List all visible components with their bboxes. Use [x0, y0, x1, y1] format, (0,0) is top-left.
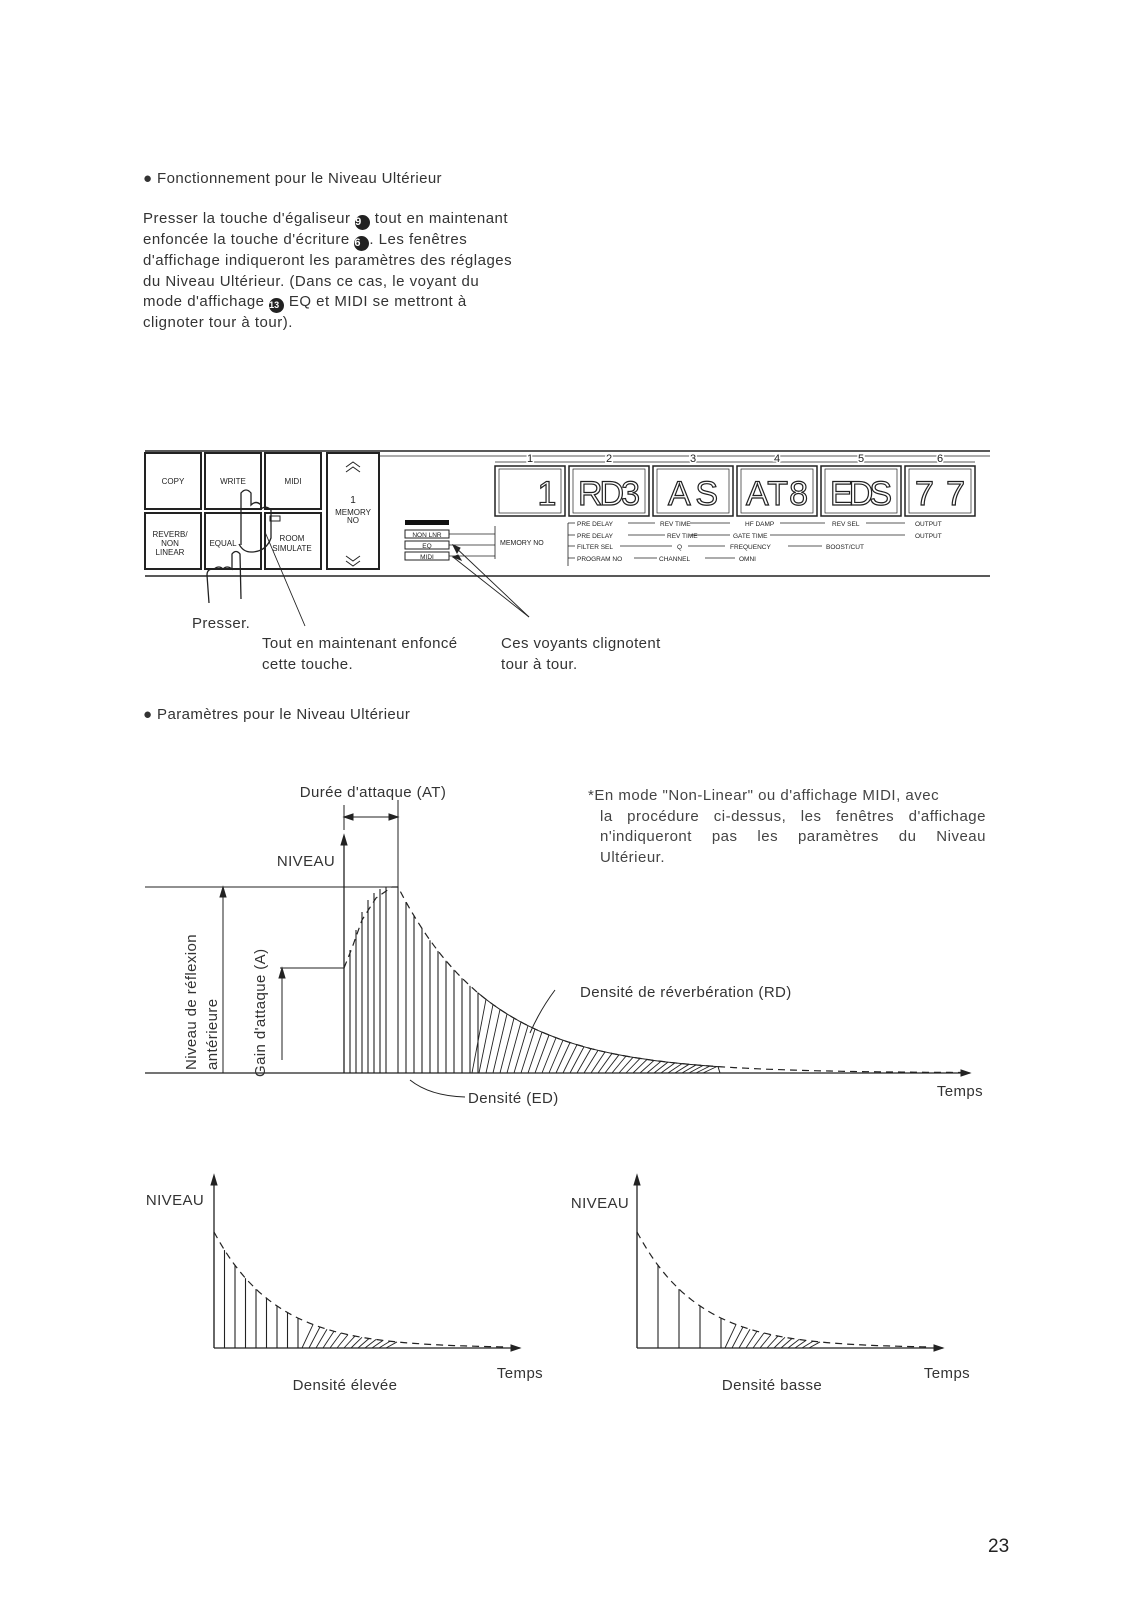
hatch-stroke — [626, 1058, 640, 1073]
section2-title — [143, 706, 410, 723]
row1-hf-damp: HF DAMP — [745, 521, 775, 528]
memory-label: MEMORY — [335, 508, 371, 517]
memory-number: 1 — [350, 495, 356, 506]
envelope-curve — [344, 887, 962, 1073]
small1-time-label: Temps — [496, 1365, 544, 1382]
row1-rev-sel: REV SEL — [832, 521, 860, 528]
hatch-stroke — [556, 1043, 570, 1073]
ref-6-badge: 6 — [354, 236, 369, 251]
ref-13-badge: 13 — [269, 298, 284, 313]
row1-pre-delay: PRE DELAY — [577, 521, 614, 528]
midi-label: MIDI — [284, 477, 302, 486]
indicator-bar — [405, 520, 449, 525]
hatch-stroke — [640, 1060, 654, 1073]
hatch-stroke — [696, 1066, 710, 1073]
hatch-stroke — [507, 1022, 521, 1073]
hatch-stroke — [703, 1067, 717, 1073]
row2-rev-time: REV TIME — [667, 533, 698, 540]
hatch-stroke — [668, 1064, 682, 1073]
hatch-stroke — [493, 1014, 507, 1073]
para-line-5: mode d'affichage 13 EQ et MIDI se mettront à — [143, 292, 538, 313]
attack-gain-label: Gain d'attaque (A) — [252, 948, 269, 1077]
small2-time-label: Temps — [923, 1365, 971, 1382]
window-number-1: 1 — [526, 453, 534, 465]
small2-level-label: NIVEAU — [570, 1195, 630, 1212]
row4-omni: OMNI — [739, 556, 756, 563]
reverb-label-1: REVERB/ — [152, 530, 188, 539]
graph-high-density — [211, 1175, 520, 1351]
note-line-2: la procédure ci-dessus, les fenêtres d'affichage — [600, 807, 986, 825]
section1-title-text: Fonctionnement pour le Niveau Ultérieur — [157, 170, 442, 187]
press-caption: Presser. — [192, 615, 251, 632]
hatch-stroke — [486, 1009, 500, 1073]
bullet: ● — [143, 706, 153, 723]
display-char-2: RD3 — [578, 475, 640, 513]
hold-caption-2: cette touche. — [262, 656, 354, 673]
copy-label: COPY — [161, 477, 185, 486]
hand-hold-icon — [239, 490, 271, 552]
blink-caption-1: Ces voyants clignotent — [501, 635, 661, 652]
time-axis-arrow — [961, 1070, 970, 1076]
page-number: 23 — [988, 1536, 1010, 1557]
hand-press-icon — [207, 552, 241, 604]
hatch-stroke — [549, 1040, 563, 1073]
hold-caption — [262, 633, 458, 675]
row3-boost-cut: BOOST/CUT — [826, 544, 864, 551]
hatch-stroke — [535, 1035, 549, 1073]
density-label: Densité (ED) — [468, 1090, 559, 1107]
reverb-label-3: LINEAR — [155, 548, 185, 557]
hatch-stroke — [570, 1047, 584, 1073]
hatch-stroke — [619, 1057, 633, 1073]
hatch-stroke — [514, 1026, 528, 1073]
room-label: ROOM — [279, 534, 305, 543]
note-line-4: Ultérieur. — [600, 848, 666, 866]
memory-no-text: MEMORY NO — [500, 540, 544, 547]
indicator-nonlnr-label: NON LNR — [412, 532, 442, 539]
row3-q: Q — [677, 544, 683, 551]
window-number-2: 2 — [605, 453, 613, 465]
bullet: ● — [143, 170, 153, 187]
main-time-label: Temps — [936, 1083, 983, 1100]
indicator-midi-label: MIDI — [420, 554, 434, 561]
row2-output: OUTPUT — [915, 533, 942, 540]
hold-caption-1: Tout en maintenant enfoncé — [262, 635, 458, 652]
simulate-label: SIMULATE — [272, 544, 312, 553]
note-line-3: n'indiqueront pas les paramètres du Niveau — [600, 828, 986, 845]
hatch-stroke — [675, 1064, 689, 1073]
blink-caption-2: tour à tour. — [501, 656, 578, 673]
note-line-1: *En mode "Non-Linear" ou d'affichage MIDI, avec — [588, 787, 940, 804]
row1-output: OUTPUT — [915, 521, 942, 528]
para-line-1: Presser la touche d'égaliseur 9 tout en maintenant — [143, 210, 509, 228]
prev-reflection-label-1: Niveau de réflexion — [183, 933, 200, 1070]
hatch-stroke — [682, 1065, 696, 1073]
display-char-3: AS — [668, 475, 718, 513]
hatch-stroke — [689, 1065, 703, 1073]
row2-pre-delay: PRE DELAY — [577, 533, 614, 540]
hatch-stroke — [647, 1061, 661, 1073]
para-line-6: clignoter tour à tour). — [143, 314, 293, 331]
attack-time-label: Durée d'attaque (AT) — [299, 784, 447, 801]
window-number-3: 3 — [689, 453, 697, 465]
row4-channel: CHANNEL — [659, 556, 691, 563]
hatch-stroke — [584, 1050, 598, 1073]
hatch-stroke — [528, 1032, 542, 1073]
hatch-stroke — [577, 1049, 591, 1073]
window-number-4: 4 — [773, 453, 781, 465]
hatch-stroke — [472, 999, 486, 1073]
row2-gate-time: GATE TIME — [733, 533, 768, 540]
hatch-stroke — [500, 1018, 514, 1073]
hatch-stroke — [612, 1056, 626, 1073]
indicator-eq-label: EQ — [422, 543, 432, 550]
reverb-label-2: NON — [161, 539, 179, 548]
main-level-label: NIVEAU — [276, 853, 336, 870]
display-char-1: 1 — [537, 475, 557, 513]
hatch-stroke — [542, 1038, 556, 1073]
row3-frequency: FREQUENCY — [730, 544, 771, 551]
memory-no-label: NO — [347, 516, 359, 525]
row1-rev-time: REV TIME — [660, 521, 691, 528]
hatch-stroke — [479, 1005, 493, 1073]
hatch-stroke — [654, 1062, 668, 1073]
graph-low-density — [634, 1175, 943, 1351]
memory-up-icon[interactable] — [346, 462, 360, 472]
display-char-4: AT8 — [746, 475, 808, 513]
hatch-stroke — [521, 1029, 535, 1073]
hatch-stroke — [563, 1045, 577, 1073]
para-line-4: du Niveau Ultérieur. (Dans ce cas, le voyant du — [143, 272, 480, 290]
equal-label: EQUAL — [209, 539, 237, 548]
section2-title-text: Paramètres pour le Niveau Ultérieur — [157, 706, 411, 723]
display-char-6: 77 — [915, 475, 965, 513]
row4-program-no: PROGRAM NO — [577, 556, 623, 563]
prev-reflection-label-2: antérieure — [204, 998, 221, 1070]
write-label: WRITE — [220, 477, 246, 486]
para-line-2: enfoncée la touche d'écriture 6 . Les fenêtres — [143, 231, 468, 249]
para-line-3: d'affichage indiqueront les paramètres des réglages — [143, 252, 513, 269]
row3-filter-sel: FILTER SEL — [577, 544, 614, 551]
hatch-stroke — [598, 1053, 612, 1073]
ref-9-badge: 9 — [355, 215, 370, 230]
hatch-stroke — [633, 1059, 647, 1073]
reverb-density-label: Densité de réverbération (RD) — [580, 984, 792, 1001]
hatch-stroke — [605, 1055, 619, 1073]
blink-caption — [501, 633, 661, 675]
low-density-caption: Densité basse — [721, 1377, 823, 1394]
window-number-6: 6 — [936, 453, 944, 465]
hatch-stroke — [591, 1052, 605, 1073]
display-window-3 — [653, 466, 733, 516]
window-number-5: 5 — [857, 453, 865, 465]
high-density-caption: Densité élevée — [292, 1377, 398, 1394]
non-linear-note — [588, 786, 986, 868]
hatch-stroke — [661, 1063, 675, 1073]
display-char-5: EDS — [830, 475, 892, 513]
memory-down-icon[interactable] — [346, 556, 360, 566]
small1-level-label: NIVEAU — [145, 1192, 205, 1209]
